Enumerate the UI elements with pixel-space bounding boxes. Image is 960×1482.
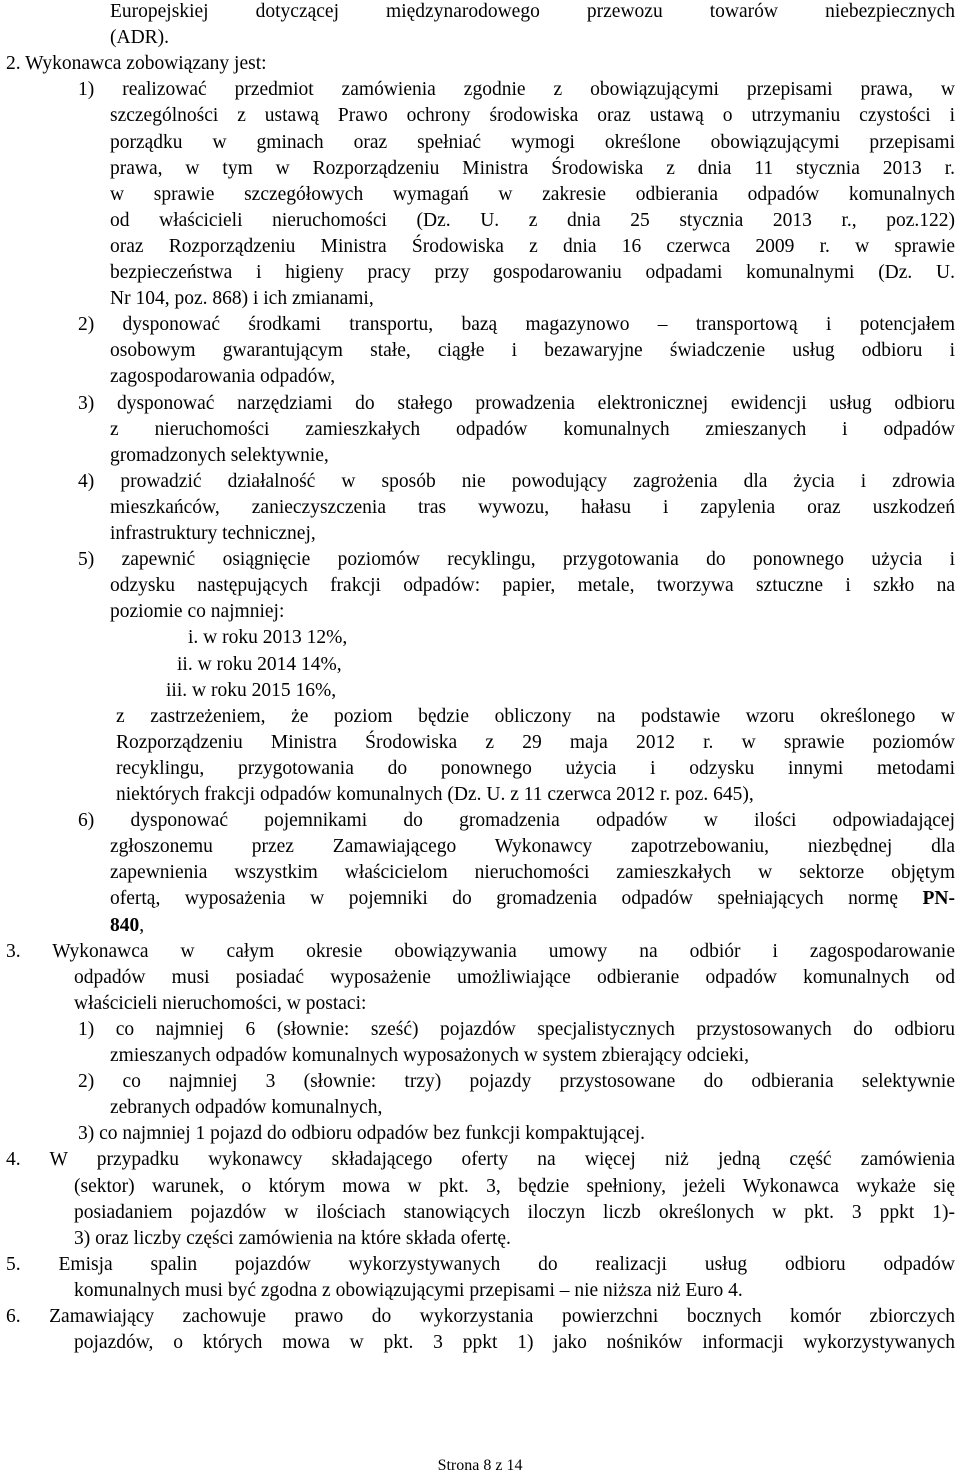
text-line	[6, 1253, 955, 1277]
line-text: odpadów musi posiadać wyposażenie umożliwiające odbieranie odpadów komunalnych od	[74, 966, 955, 988]
line-text: zagospodarowania odpadów,	[110, 366, 336, 388]
text-line	[116, 783, 955, 807]
line-text: 3) oraz liczby części zamówienia na które składa ofertę.	[74, 1227, 511, 1249]
line-text: osobowym gwarantującym stałe, ciągłe i bezawaryjne świadczenie usług odbioru i	[110, 340, 955, 362]
line-text: szczególności z ustawą Prawo ochrony środowiska oraz ustawą o utrzymaniu czystości i	[110, 105, 955, 127]
text-line	[110, 600, 955, 624]
text-line	[78, 470, 955, 494]
text-line	[110, 131, 955, 155]
text-line	[110, 887, 955, 911]
text-line	[6, 1148, 955, 1172]
line-text: z zastrzeżeniem, że poziom będzie obliczony na podstawie wzoru określonego w	[116, 705, 955, 727]
text-line	[110, 914, 955, 938]
line-text: gromadzonych selektywnie,	[110, 444, 329, 466]
text-line	[110, 0, 955, 24]
line-text-suffix: ,	[139, 914, 145, 936]
line-text: zapewnienia wszystkim właścicielom nieruchomości zamieszkałych w sektorze objętym	[110, 862, 955, 884]
text-line	[74, 992, 955, 1016]
line-text: komunalnych musi być zgodna z obowiązującymi przepisami – nie niższa niż Euro 4.	[74, 1279, 743, 1301]
text-line	[116, 705, 955, 729]
line-text: iii. w roku 2015 16%,	[166, 679, 337, 701]
line-text: zgłoszonemu przez Zamawiającego Wykonawcy zapotrzebowaniu, niezbędnej dla	[110, 836, 955, 858]
text-line	[116, 757, 955, 781]
text-line	[110, 861, 955, 885]
text-line	[78, 313, 955, 337]
text-line	[78, 1018, 955, 1042]
text-line	[110, 261, 955, 285]
text-line	[78, 78, 955, 102]
text-line	[110, 418, 955, 442]
line-text: w sprawie szczegółowych wymagań w zakresie odbierania odpadów komunalnych	[110, 183, 955, 205]
text-line	[74, 1175, 955, 1199]
line-text: Rozporządzeniu Ministra Środowiska z 29 maja 2012 r. w sprawie poziomów	[116, 731, 955, 753]
line-text: recyklingu, przygotowania do ponownego użycia i odzysku innymi metodami	[116, 757, 955, 779]
text-line	[110, 835, 955, 859]
text-line	[74, 1201, 955, 1225]
line-text: 4) prowadzić działalność w sposób nie powodujący zagrożenia dla życia i zdrowia	[78, 470, 955, 492]
text-line	[110, 1044, 955, 1068]
text-line	[74, 1227, 955, 1251]
text-line	[110, 209, 955, 233]
line-text: poziomie co najmniej:	[110, 601, 285, 623]
text-line	[177, 653, 955, 677]
line-text: 5) zapewnić osiągnięcie poziomów recyklingu, przygotowania do ponownego użycia i	[78, 549, 955, 571]
line-text: 3) co najmniej 1 pojazd do odbioru odpadów bez funkcji kompaktującej.	[78, 1123, 645, 1145]
line-text: 2) dysponować środkami transportu, bazą magazynowo – transportową i potencjałem	[78, 314, 955, 336]
line-text: oraz Rozporządzeniu Ministra Środowiska z dnia 16 czerwca 2009 r. w sprawie	[110, 235, 955, 257]
line-text: ofertą, wyposażenia w pojemniki do gromadzenia odpadów spełniających normę	[110, 888, 898, 910]
text-line	[110, 496, 955, 520]
text-line	[110, 1096, 955, 1120]
line-text: (ADR).	[110, 27, 170, 49]
line-text: od właścicieli nieruchomości (Dz. U. z dnia 25 stycznia 2013 r., poz.122)	[110, 209, 955, 231]
text-line	[6, 52, 955, 76]
bold-text: PN-	[922, 888, 956, 910]
text-line	[110, 444, 955, 468]
line-text: zmieszanych odpadów komunalnych wyposażonych w system zbierający odcieki,	[110, 1045, 749, 1066]
line-text: niektórych frakcji odpadów komunalnych (Dz. U. z 11 czerwca 2012 r. poz. 645),	[116, 784, 754, 805]
text-line	[110, 157, 955, 181]
line-text: (sektor) warunek, o którym mowa w pkt. 3, będzie spełniony, jeżeli Wykonawca wykaże się	[74, 1175, 955, 1197]
line-text: 3) dysponować narzędziami do stałego prowadzenia elektronicznej ewidencji usług odbioru	[78, 392, 955, 414]
text-line	[78, 392, 955, 416]
page-footer: Strona 8 z 14	[437, 1457, 523, 1474]
text-line	[6, 1305, 955, 1329]
text-line	[188, 626, 955, 650]
text-line	[110, 104, 955, 128]
line-text: porządku w gminach oraz spełniać wymogi określone obowiązującymi przepisami	[110, 131, 955, 153]
line-text: 1) co najmniej 6 (słownie: sześć) pojazdów specjalistycznych przystosowanych do odbioru	[78, 1018, 955, 1040]
line-text: 5. Emisja spalin pojazdów wykorzystywanych do realizacji usług odbioru odpadów	[6, 1253, 955, 1275]
line-text: Nr 104, poz. 868) i ich zmianami,	[110, 288, 374, 310]
text-line	[6, 940, 955, 964]
text-line	[110, 339, 955, 363]
line-text: 6) dysponować pojemnikami do gromadzenia odpadów w ilości odpowiadającej	[78, 810, 955, 832]
line-text: prawa, w tym w Rozporządzeniu Ministra Środowiska z dnia 11 stycznia 2013 r.	[110, 157, 955, 179]
text-line	[110, 287, 955, 311]
text-line	[116, 731, 955, 755]
text-line	[74, 966, 955, 990]
line-text: bezpieczeństwa i higieny pracy przy gospodarowaniu odpadami komunalnymi (Dz. U.	[110, 262, 955, 283]
line-text: 1) realizować przedmiot zamówienia zgodnie z obowiązującymi przepisami prawa, w	[78, 79, 955, 101]
line-text: właścicieli nieruchomości, w postaci:	[74, 992, 367, 1014]
line-text: mieszkańców, zanieczyszczenia tras wywozu, hałasu i zapylenia oraz uszkodzeń	[110, 496, 955, 518]
line-text: z nieruchomości zamieszkałych odpadów komunalnych zmieszanych i odpadów	[110, 418, 955, 440]
text-line	[78, 809, 955, 833]
line-text: 3. Wykonawca w całym okresie obowiązywania umowy na odbiór i zagospodarowanie	[6, 940, 955, 962]
text-line	[78, 1122, 955, 1146]
text-line	[166, 679, 955, 703]
line-text: 2. Wykonawca zobowiązany jest:	[6, 53, 267, 75]
line-text: 6. Zamawiający zachowuje prawo do wykorzystania powierzchni bocznych komór zbiorczych	[6, 1306, 955, 1327]
line-text: zebranych odpadów komunalnych,	[110, 1097, 383, 1119]
line-text: pojazdów, o których mowa w pkt. 3 ppkt 1) jako nośników informacji wykorzystywanych	[74, 1332, 955, 1354]
line-text: Europejskiej dotyczącej międzynarodowego przewozu towarów niebezpiecznych	[110, 1, 955, 22]
bold-text: 840	[110, 914, 140, 936]
text-line	[78, 1070, 955, 1094]
line-text: i. w roku 2013 12%,	[188, 627, 348, 649]
text-line	[110, 183, 955, 207]
text-line	[110, 522, 955, 546]
line-text: odzysku następujących frakcji odpadów: papier, metale, tworzywa sztuczne i szkło na	[110, 575, 955, 597]
text-line	[74, 1279, 955, 1303]
text-line	[110, 574, 955, 598]
line-text: 2) co najmniej 3 (słownie: trzy) pojazdy przystosowane do odbierania selektywnie	[78, 1071, 955, 1093]
text-line	[110, 235, 955, 259]
text-line	[110, 365, 955, 389]
text-line	[110, 26, 955, 50]
line-text: infrastruktury technicznej,	[110, 523, 316, 544]
text-line	[78, 548, 955, 572]
line-text: posiadaniem pojazdów w ilościach stanowiących iloczyn liczb określonych w pkt. 3 ppkt 1)-	[74, 1201, 955, 1223]
line-text: ii. w roku 2014 14%,	[177, 653, 342, 675]
text-line	[74, 1331, 955, 1355]
line-text: 4. W przypadku wykonawcy składającego oferty na więcej niż jedną część zamówienia	[6, 1149, 955, 1171]
